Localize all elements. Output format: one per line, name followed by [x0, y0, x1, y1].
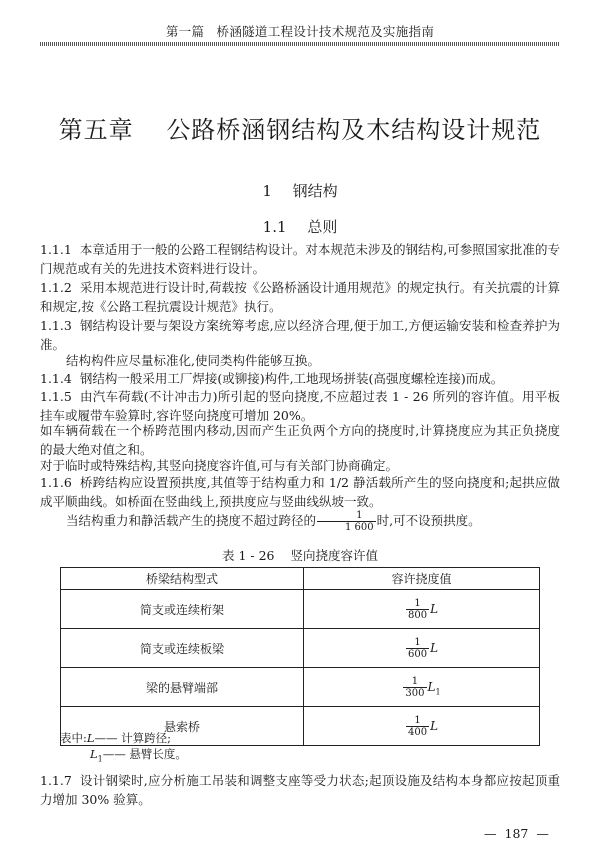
- clause-1-1-6: [40, 473, 560, 511]
- clause-text: 钢结构设计要与架设方案统筹考虑,应以经济合理,便于加工,方便运输安装和检查养护为准。: [40, 318, 560, 352]
- chapter-name: 公路桥涵钢结构及木结构设计规范: [166, 116, 542, 144]
- clause-number: 1.1.4: [40, 371, 72, 386]
- table-title: 竖向挠度容许值: [290, 548, 378, 563]
- table-row: [61, 590, 540, 629]
- header-part: 第一篇: [165, 24, 205, 39]
- subsection-title: [0, 216, 600, 237]
- fraction-numerator: 1: [406, 715, 429, 727]
- camber-note: [40, 510, 560, 533]
- fraction-numerator: 1: [406, 637, 429, 649]
- table-row: [61, 668, 540, 707]
- clause-1-1-4: [40, 369, 560, 388]
- clause-text: 桥跨结构应设置预拱度,其值等于结构重力和 1/2 静活载所产生的竖向挠度和;起拱应做成平顺曲线。如桥面在竖曲线上,预拱度应与竖曲线纵坡一致。: [40, 475, 560, 509]
- span-variable: L: [430, 718, 439, 733]
- note-subscript: 1: [97, 754, 103, 764]
- fraction-denominator: 300: [405, 687, 425, 699]
- span-variable: L: [427, 679, 436, 694]
- clause-number: 1.1.5: [40, 389, 72, 404]
- deflection-value-cell: [304, 590, 540, 629]
- clause-1-1-7: [40, 771, 560, 809]
- note-description: —— 计算跨径;: [94, 731, 172, 745]
- page-number: [480, 826, 553, 841]
- section-title: [0, 180, 600, 201]
- clause-text: 采用本规范进行设计时,荷载按《公路桥涵设计通用规范》的规定执行。有关抗震的计算和规定,按《公路工程抗震设计规范》执行。: [40, 280, 560, 314]
- table-number: 表 1 - 26: [221, 548, 275, 563]
- clause-text: 结构构件应尽量标准化,使同类构件能够互换。: [66, 353, 320, 368]
- page-number-value: 187: [504, 826, 529, 841]
- fraction-numerator: 1: [403, 676, 426, 688]
- clause-number: 1.1.6: [40, 475, 72, 490]
- clause-1-1-2: [40, 278, 560, 316]
- deflection-value-cell: [304, 668, 540, 707]
- clause-number: 1.1.2: [40, 280, 72, 295]
- note-variable: L: [90, 747, 98, 761]
- camber-text-before: 当结构重力和静活载产生的挠度不超过跨径的: [66, 513, 317, 528]
- clause-text: 设计钢梁时,应分析施工吊装和调整支座等受力状态;起顶设施及结构本身都应按起顶重力增加 30% 验算。: [40, 773, 560, 807]
- fraction-denominator: 1 600: [345, 522, 374, 533]
- table-row: [61, 629, 540, 668]
- table-caption: [0, 546, 600, 564]
- fraction-numerator: 1: [317, 510, 376, 522]
- clause-text: 如车辆荷载在一个桥跨范围内移动,因而产生正负两个方向的挠度时,计算挠度应为其正负挠度的最大绝对值之和。: [40, 423, 560, 457]
- note-variable: L: [86, 731, 95, 745]
- header-rule: [40, 42, 560, 46]
- fraction-numerator: 1: [406, 598, 429, 610]
- clause-number: 1.1.1: [40, 242, 72, 257]
- section-number: 1: [262, 182, 272, 200]
- span-subscript: 1: [435, 686, 441, 696]
- table-note-l: [60, 730, 460, 746]
- table-note-l1: [90, 746, 490, 767]
- clause-text: 钢结构一般采用工厂焊接(或铆接)构件,工地现场拼装(高强度螺栓连接)而成。: [79, 371, 504, 386]
- structure-type-cell: 梁的悬臂端部: [61, 668, 304, 707]
- structure-type-cell: 简支或连续桁架: [61, 590, 304, 629]
- clause-1-1-3-continued: [40, 351, 560, 370]
- span-fraction: [317, 510, 376, 533]
- note-description: —— 悬臂长度。: [102, 747, 187, 761]
- header-structure-type: 桥梁结构型式: [61, 568, 304, 590]
- subsection-number: 1.1: [262, 218, 287, 236]
- subsection-name: 总则: [307, 218, 338, 236]
- clause-1-1-5-moving-load: [40, 421, 560, 459]
- fraction-denominator: 800: [407, 609, 428, 621]
- page-dash-right: —: [536, 826, 549, 841]
- structure-type-cell: 简支或连续板梁: [61, 629, 304, 668]
- camber-text-after: 时,可不设预拱度。: [376, 513, 481, 528]
- running-header: [0, 22, 600, 40]
- header-book-title: 桥涵隧道工程设计技术规范及实施指南: [216, 24, 435, 39]
- clause-1-1-3: [40, 316, 560, 354]
- deflection-value-cell: [304, 629, 540, 668]
- span-variable: L: [430, 640, 439, 655]
- section-name: 钢结构: [292, 182, 338, 200]
- deflection-table: [60, 567, 540, 746]
- clause-text: 对于临时或特殊结构,其竖向挠度容许值,可与有关部门协商确定。: [40, 458, 398, 473]
- chapter-title: [0, 110, 600, 145]
- span-variable: L: [430, 601, 439, 616]
- page-dash-left: —: [484, 826, 497, 841]
- table-header-row: [61, 568, 540, 590]
- clause-number: 1.1.7: [40, 773, 72, 788]
- fraction-denominator: 400: [407, 726, 428, 738]
- chapter-number: 第五章: [58, 116, 134, 144]
- note-prefix: 表中:: [60, 731, 87, 745]
- clause-text: 本章适用于一般的公路工程钢结构设计。对本规范未涉及的钢结构,可参照国家批准的专门规范或有关的先进技术资料进行设计。: [40, 242, 560, 276]
- fraction-denominator: 600: [407, 648, 428, 660]
- clause-1-1-5: [40, 387, 560, 425]
- clause-number: 1.1.3: [40, 318, 72, 333]
- structure-type-cell: 悬索桥: [61, 707, 304, 746]
- clause-text: 由汽车荷载(不计冲击力)所引起的竖向挠度,不应超过表 1 - 26 所列的容许值。用平板挂车或履带车验算时,容许竖向挠度可增加 20%。: [40, 389, 560, 423]
- clause-1-1-1: [40, 240, 560, 278]
- header-allowable-deflection: 容许挠度值: [304, 568, 540, 590]
